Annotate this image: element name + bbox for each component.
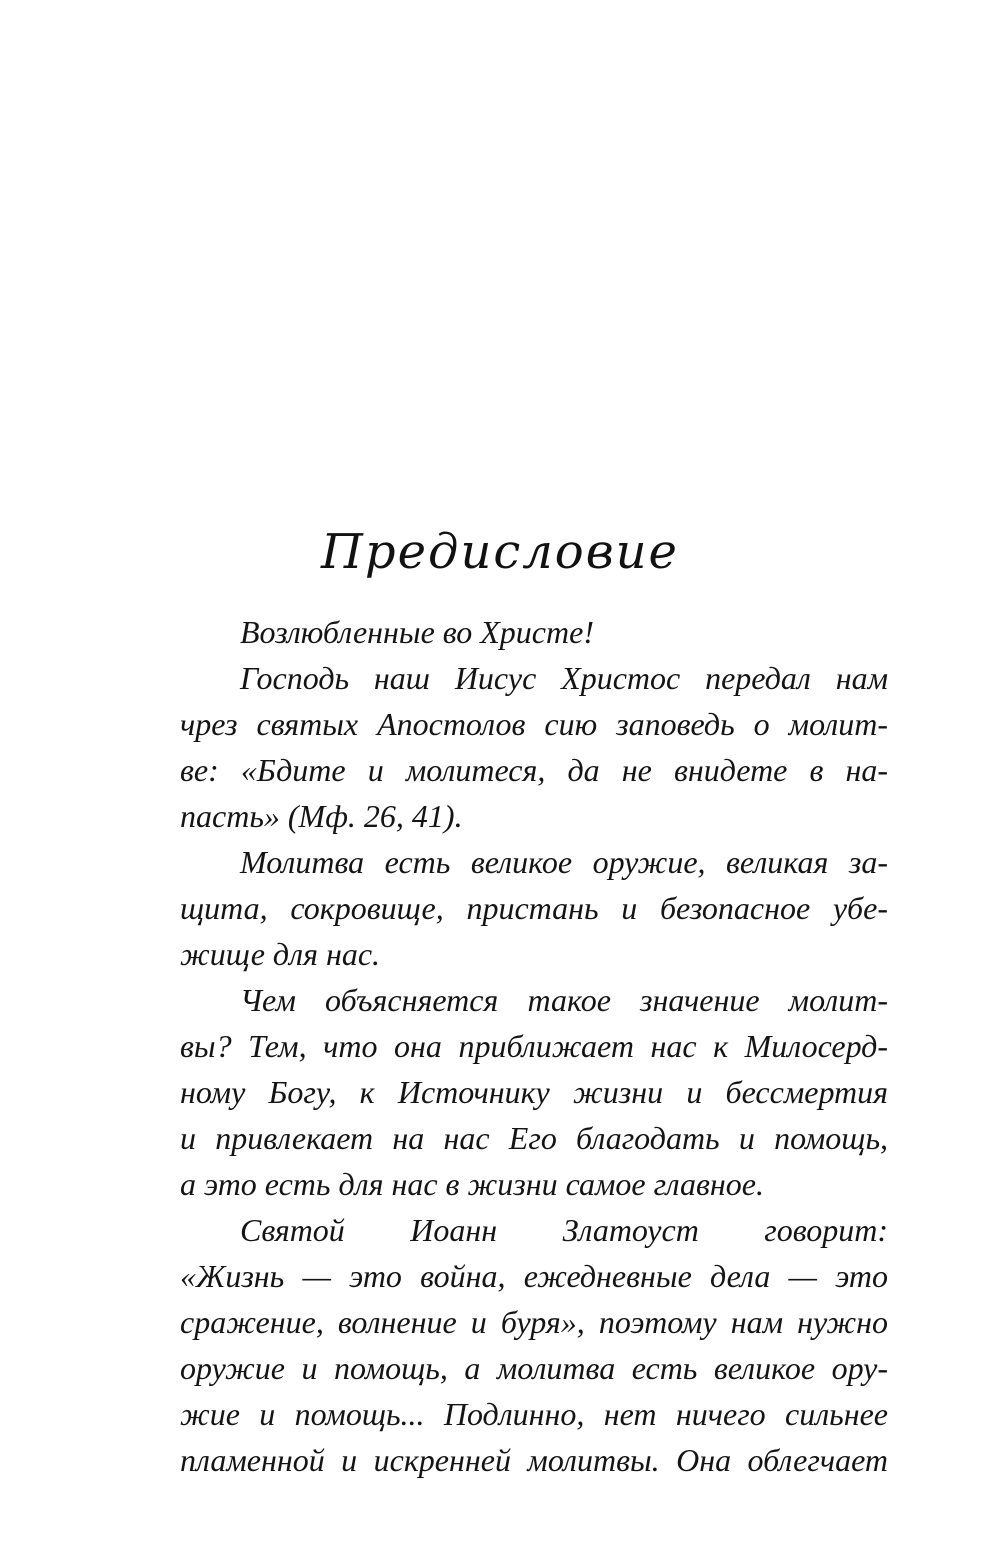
text-line: сражение, волнение и буря», поэтому нам нужно	[180, 1304, 888, 1340]
text-line: и привлекает на нас Его благодать и помощь,	[180, 1120, 888, 1156]
text-line: Святой Иоанн Златоуст говорит:	[240, 1212, 888, 1248]
text-line: Возлюбленные во Христе!	[240, 614, 594, 650]
text-line: оружие и помощь, а молитва есть великое ору-	[180, 1350, 888, 1386]
text-line: пасть» (Мф. 26, 41).	[180, 798, 463, 834]
chapter-title: Предисловие	[321, 524, 679, 580]
text-line: Господь наш Иисус Христос передал нам	[240, 660, 888, 696]
text-line: «Жизнь — это война, ежедневные дела — это	[180, 1258, 888, 1294]
text-line: а это есть для нас в жизни самое главное.	[180, 1166, 764, 1202]
text-line: щита, сокровище, пристань и безопасное убе-	[180, 890, 888, 926]
text-line: пламенной и искренней молитвы. Она облегчает	[180, 1442, 888, 1478]
text-line: ве: «Бдите и молитеся, да не внидете в на-	[180, 752, 888, 788]
body-text	[180, 609, 888, 1483]
text-line: Молитва есть великое оружие, великая за-	[240, 844, 888, 880]
text-line: ному Богу, к Источнику жизни и бессмертия	[180, 1074, 888, 1110]
text-line: жие и помощь... Подлинно, нет ничего сильнее	[180, 1396, 888, 1432]
text-line: чрез святых Апостолов сию заповедь о молит-	[180, 706, 888, 742]
text-line: жище для нас.	[180, 936, 381, 972]
text-line: вы? Тем, что она приближает нас к Милосерд-	[180, 1028, 888, 1064]
text-line: Чем объясняется такое значение молит-	[240, 982, 888, 1018]
